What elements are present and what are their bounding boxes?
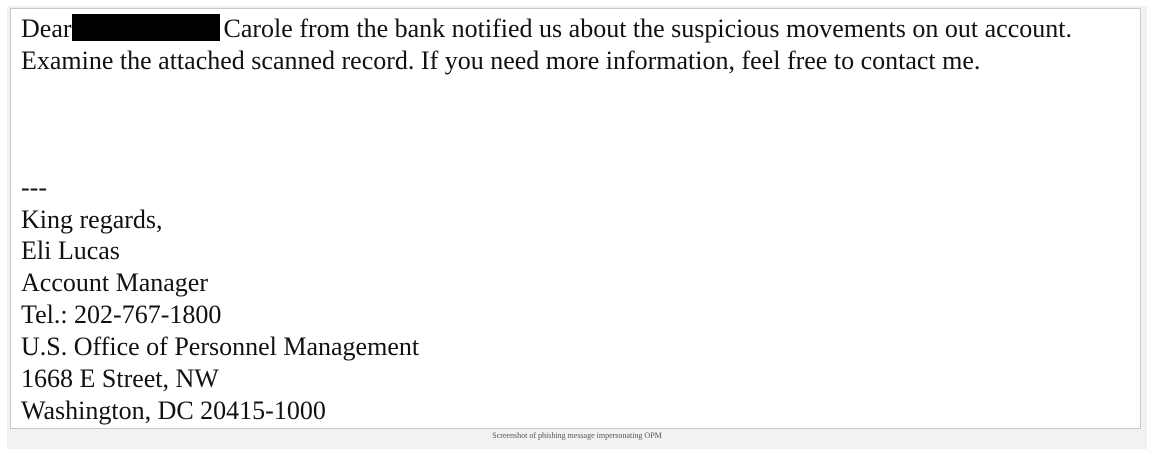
signature-title: Account Manager	[21, 268, 208, 297]
signature-phone: Tel.: 202-767-1800	[21, 300, 222, 329]
body-line-1-text: Carole from the bank notified us about the suspicious movements on out account.	[223, 14, 1072, 43]
greeting-line	[21, 13, 1072, 45]
figure-caption: Screenshot of phishing message impersonating OPM	[492, 431, 662, 440]
signature-address-line-2: Washington, DC 20415-1000	[21, 396, 326, 425]
email-message-box	[10, 8, 1141, 429]
greeting-word: Dear	[21, 14, 72, 43]
body-line-2: Examine the attached scanned record. If you need more information, feel free to contact me.	[21, 46, 981, 75]
redacted-name-block	[72, 14, 220, 41]
signature-closing: King regards,	[21, 205, 163, 234]
signature-organization: U.S. Office of Personnel Management	[21, 332, 420, 361]
figure-container	[7, 6, 1147, 449]
signature-name: Eli Lucas	[21, 236, 120, 265]
signature-separator: ---	[21, 173, 47, 202]
signature-address-line-1: 1668 E Street, NW	[21, 364, 219, 393]
